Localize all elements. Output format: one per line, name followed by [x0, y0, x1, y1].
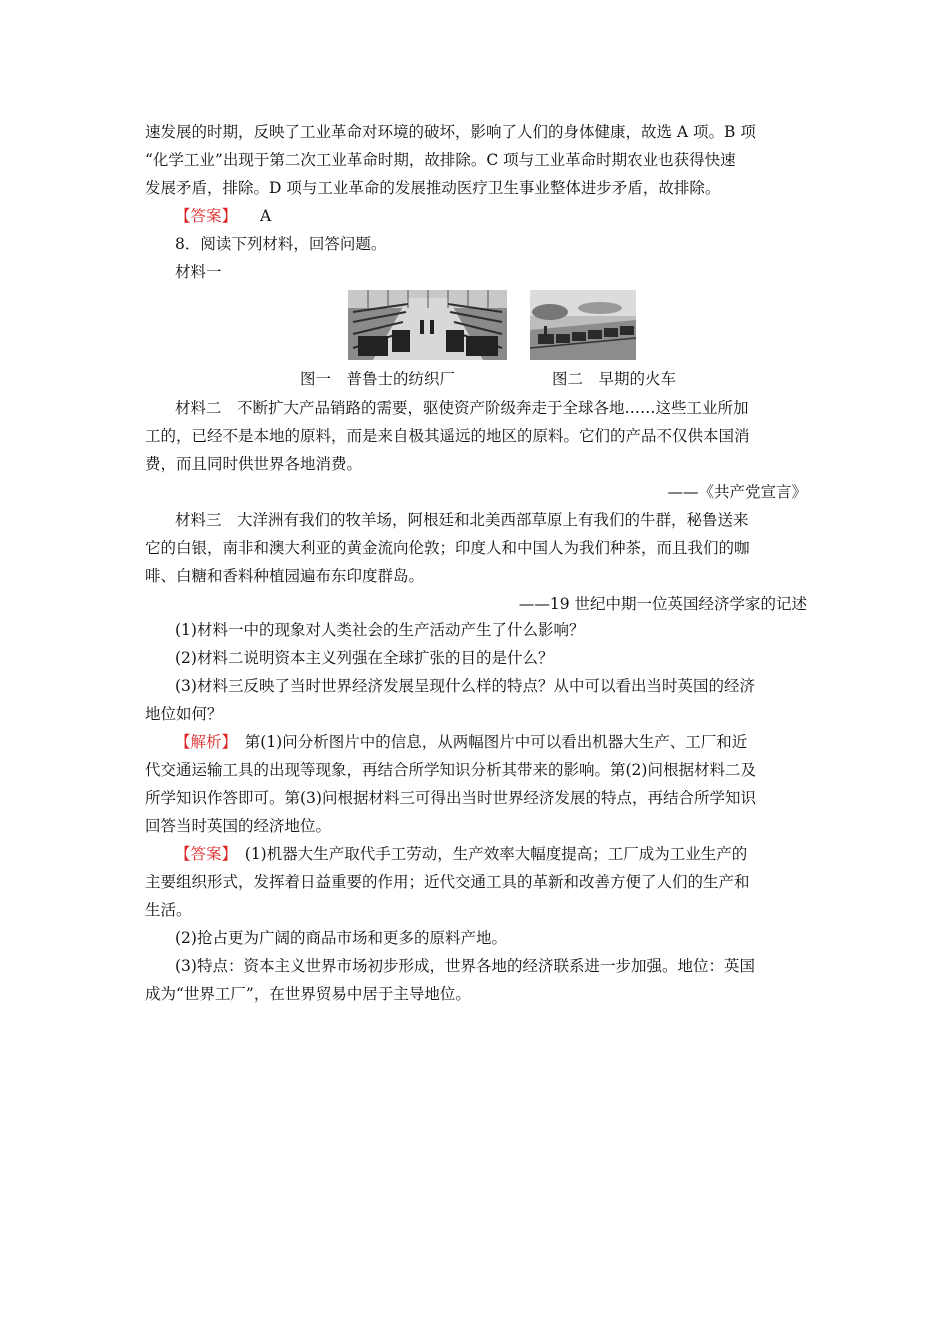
early-train-image — [530, 290, 636, 360]
answer2-line: 生活。 — [145, 901, 192, 919]
paragraph-line: “化学工业”出现于第二次工业革命时期，故排除。C 项与工业革命时期农业也获得快速 — [145, 151, 736, 169]
material3-line: 啡、白糖和香料种植园遍布东印度群岛。 — [145, 567, 425, 585]
material2-line: 工的，已经不是本地的原料，而是来自极其遥远的地区的原料。它们的产品不仅供本国消 — [145, 427, 750, 445]
paragraph-line: 速发展的时期，反映了工业革命对环境的破坏，影响了人们的身体健康，故选 A 项。B 项 — [145, 123, 756, 141]
answer2-line — [175, 842, 837, 867]
textile-factory-image — [348, 290, 507, 360]
question-2: (2)材料二说明资本主义列强在全球扩张的目的是什么？ — [175, 649, 554, 667]
analysis-line: 所学知识作答即可。第(3)问根据材料三可得出当时世界经济发展的特点，再结合所学知识 — [145, 789, 756, 807]
paragraph-line: 发展矛盾，排除。D 项与工业革命的发展推动医疗卫生事业整体进步矛盾，故排除。 — [145, 179, 721, 197]
question-1: (1)材料一中的现象对人类社会的生产活动产生了什么影响？ — [175, 621, 585, 639]
answer2-line: (3)特点：资本主义世界市场初步形成，世界各地的经济联系进一步加强。地位：英国 — [175, 957, 755, 975]
answer-tag: 【答案】 — [175, 207, 238, 225]
answer-value: A — [259, 207, 272, 225]
question-3-cont: 地位如何？ — [145, 705, 223, 723]
analysis-line — [175, 730, 837, 755]
figure1-caption: 图一 普鲁士的纺织厂 — [300, 370, 456, 388]
figures — [348, 290, 648, 362]
material3-line: 它的白银，南非和澳大利亚的黄金流向伦敦；印度人和中国人为我们种茶，而且我们的咖 — [145, 539, 750, 557]
question-8: 8．阅读下列材料，回答问题。 — [175, 235, 387, 253]
answer2-line: 主要组织形式，发挥着日益重要的作用；近代交通工具的革新和改善方便了人们的生产和 — [145, 873, 750, 891]
figure2-caption: 图二 早期的火车 — [552, 370, 677, 388]
analysis-line: 回答当时英国的经济地位。 — [145, 817, 332, 835]
answer2-line: 成为“世界工厂”，在世界贸易中居于主导地位。 — [145, 985, 471, 1003]
answer2-text: (1)机器大生产取代手工劳动，生产效率大幅度提高；工厂成为工业生产的 — [229, 845, 748, 863]
material2-source: ——《共产党宣言》 — [667, 483, 807, 501]
material2-line: 费，而且同时供世界各地消费。 — [145, 455, 363, 473]
material1-label: 材料一 — [175, 263, 222, 281]
answer2-line: (2)抢占更为广阔的商品市场和更多的原料产地。 — [175, 929, 507, 947]
analysis-tag: 【解析】 — [175, 733, 230, 751]
analysis-line: 代交通运输工具的出现等现象，再结合所学知识分析其带来的影响。第(2)问根据材料二及 — [145, 761, 756, 779]
answer-line — [175, 204, 837, 229]
question-3: (3)材料三反映了当时世界经济发展呈现什么样的特点？从中可以看出当时英国的经济 — [175, 677, 755, 695]
material2-line: 材料二 不断扩大产品销路的需要，驱使资产阶级奔走于全球各地……这些工业所加 — [175, 399, 749, 417]
answer2-tag: 【答案】 — [175, 845, 230, 863]
material3-line: 材料三 大洋洲有我们的牧羊场，阿根廷和北美西部草原上有我们的牛群，秘鲁送来 — [175, 511, 749, 529]
material3-source: ——19 世纪中期一位英国经济学家的记述 — [518, 595, 807, 613]
analysis-text: 第(1)问分析图片中的信息，从两幅图片中可以看出机器大生产、工厂和近 — [229, 733, 748, 751]
